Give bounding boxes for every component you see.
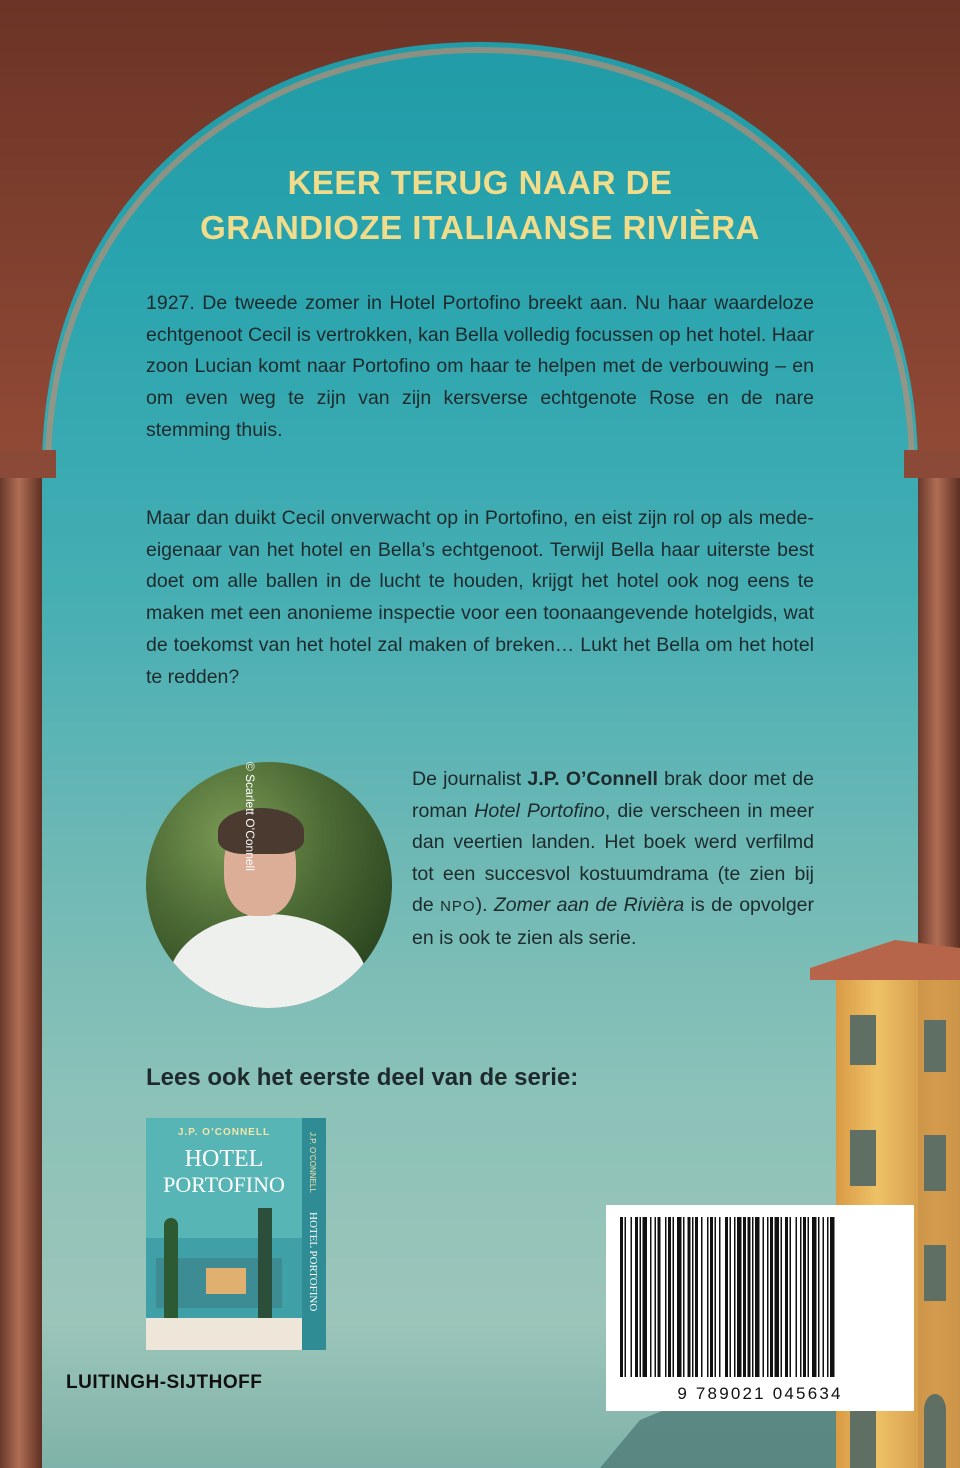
photo-credit: © Scarlett O’Connell: [243, 762, 257, 871]
barcode-bar: [635, 1217, 638, 1377]
barcode-bar: [743, 1217, 746, 1377]
barcode-bar: [631, 1217, 633, 1377]
barcode-bar: [707, 1217, 709, 1377]
barcode-box: [606, 1205, 914, 1411]
barcode-bar: [715, 1217, 717, 1377]
barcode-bar: [665, 1217, 667, 1377]
book-spine-title: HOTEL PORTOFINO: [307, 1212, 319, 1312]
barcode-bar: [812, 1217, 817, 1377]
barcode-bar: [808, 1217, 810, 1377]
barcode-bar: [688, 1217, 691, 1377]
barcode-bar: [655, 1217, 657, 1377]
broadcaster: NPO: [440, 898, 476, 915]
photo-credit-overlay: [146, 762, 392, 1008]
book1-title: Hotel Portofino: [474, 799, 605, 822]
blurb-paragraph-2: Maar dan duikt Cecil onverwacht op in Portofino, en eist zijn rol op als mede-eigenaar van het hotel en Bella’s echtgenoot. Terwijl Bella haar uiterste best doet om alle ballen in de lucht te houden, krijgt het hotel ook nog eens te maken met een anonieme inspectie voor een toonaangevende hotelgids, wat de toekomst van het hotel zal maken of breken… Lukt het Bella om het hotel te redden?: [146, 507, 814, 688]
barcode-bar: [701, 1217, 703, 1377]
headline-line-1: KEER TERUG NAAR DE: [287, 164, 673, 201]
left-column: [0, 470, 42, 1468]
barcode-bar: [668, 1217, 671, 1377]
blurb-paragraph-1: 1927. De tweede zomer in Hotel Portofino breekt aan. Nu haar waardeloze echtgenoot Cecil is vertrokken, kan Bella volledig focussen op het hotel. Haar zoon Lucian komt naar Portofino om haar te helpen met de verbouwing – en om even weg te zijn van zijn kersverse echtgenote Rose en de nare stemming thuis.: [146, 292, 814, 441]
barcode-bar: [730, 1217, 732, 1377]
barcode-bar: [752, 1217, 754, 1377]
barcode-bar: [692, 1217, 694, 1377]
barcode-bar: [803, 1217, 806, 1377]
barcode-bar: [725, 1217, 728, 1377]
barcode-bars: [606, 1205, 914, 1411]
barcode-bar: [737, 1217, 742, 1377]
barcode-bar: [620, 1217, 623, 1377]
publisher-name: LUITINGH-SIJTHOFF: [66, 1372, 263, 1393]
barcode-bar: [763, 1217, 765, 1377]
barcode-bar: [767, 1217, 769, 1377]
book-title-line-1: HOTEL: [184, 1146, 264, 1172]
barcode-bar: [695, 1217, 698, 1377]
barcode-bar: [650, 1217, 652, 1377]
barcode-bar: [796, 1217, 798, 1377]
barcode-bar: [755, 1217, 760, 1377]
bio-part-2: brak door met de roman: [412, 768, 814, 822]
svg-text:© Scarlett O’Connell: [243, 762, 257, 871]
bio-part-5: is de opvolger en is ook te zien als serie.: [412, 894, 814, 949]
left-capital: [0, 450, 56, 478]
series-heading: Lees ook het eerste deel van de serie:: [146, 1064, 579, 1091]
barcode-bar: [677, 1217, 682, 1377]
barcode-bar: [781, 1217, 783, 1377]
barcode-bar: [785, 1217, 788, 1377]
barcode-digits: 9 789021 045634: [677, 1384, 843, 1403]
book-cover-thumbnail: [146, 1118, 326, 1350]
barcode-bar: [683, 1217, 685, 1377]
headline: [0, 160, 960, 250]
author-bio: [412, 764, 814, 954]
headline-line-2: GRANDIOZE ITALIAANSE RIVIÈRA: [200, 209, 760, 246]
barcode-bar: [827, 1217, 829, 1377]
book-title-line-2: PORTOFINO: [163, 1172, 285, 1197]
barcode-bar: [734, 1217, 736, 1377]
bio-part-3: , die verscheen in meer dan veertien landen. Het boek werd verfilmd tot een succesvol kostuumdrama (te zien bij de: [412, 799, 814, 916]
barcode-bar: [830, 1217, 835, 1377]
barcode-bar: [790, 1217, 792, 1377]
barcode-bar: [673, 1217, 675, 1377]
barcode-bar: [800, 1217, 802, 1377]
barcode-bar: [748, 1217, 751, 1377]
barcode-bar: [658, 1217, 661, 1377]
barcode-bar: [818, 1217, 820, 1377]
barcode-bar: [643, 1217, 648, 1377]
book2-title: Zomer aan de Rivièra: [493, 894, 685, 916]
bio-part-4: ).: [475, 894, 494, 916]
barcode-bar: [719, 1217, 721, 1377]
barcode-bar: [710, 1217, 713, 1377]
book-spine-author: J.P. O’CONNELL: [308, 1132, 317, 1193]
author-name: J.P. O’Connell: [527, 768, 658, 790]
book-author: J.P. O’CONNELL: [177, 1127, 271, 1138]
barcode-bar: [823, 1217, 825, 1377]
right-capital: [904, 450, 960, 478]
barcode-bar: [775, 1217, 780, 1377]
barcode-bar: [770, 1217, 773, 1377]
bio-intro: De journalist: [412, 768, 528, 790]
barcode-bar: [640, 1217, 642, 1377]
barcode-bar: [625, 1217, 627, 1377]
